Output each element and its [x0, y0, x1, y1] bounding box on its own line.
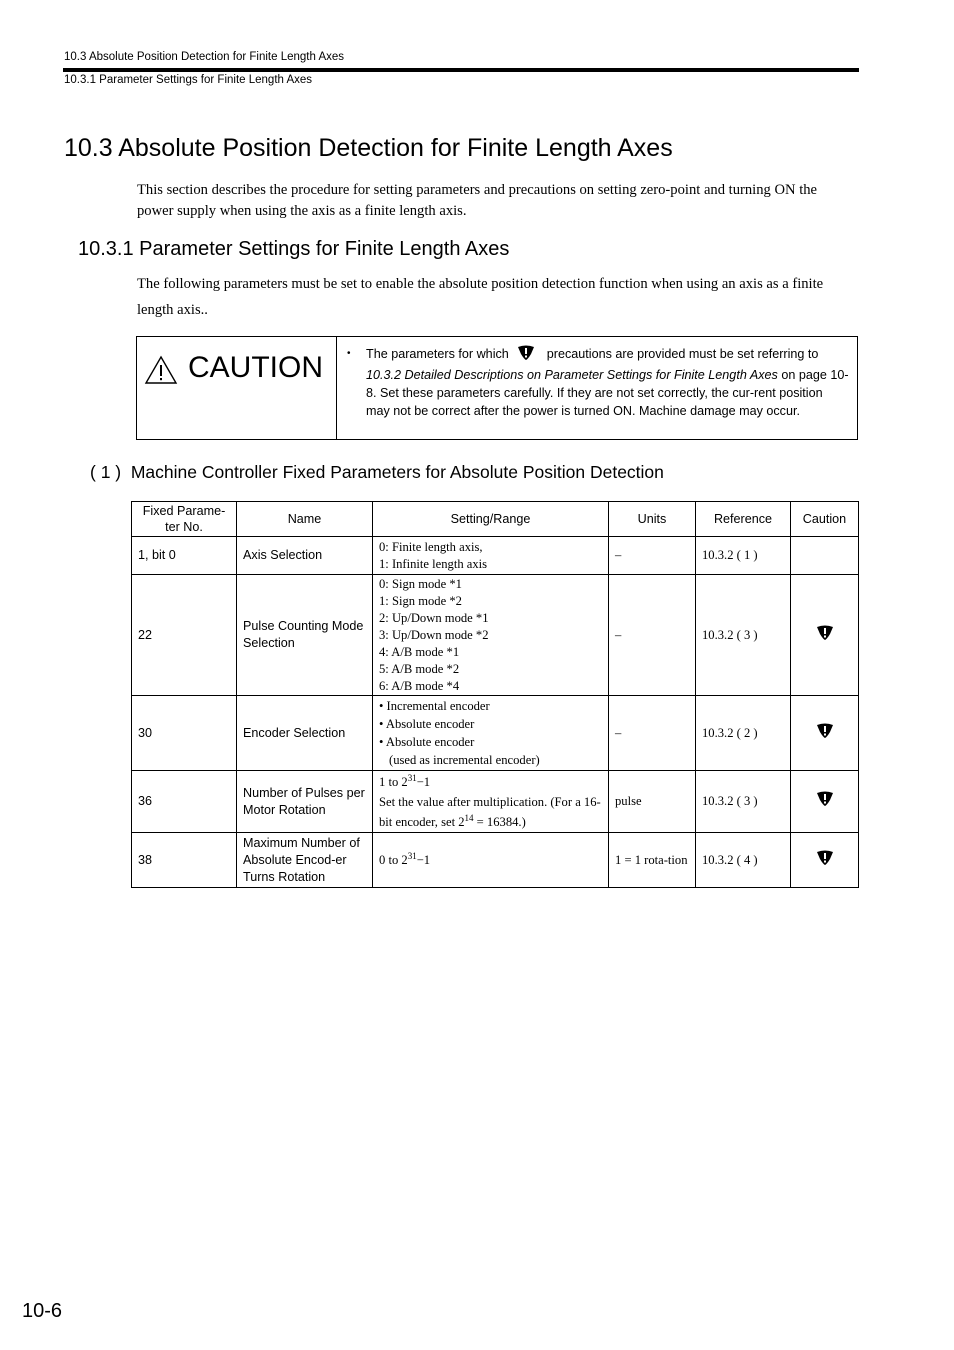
caution-box [136, 336, 858, 440]
setting-exponent: 31 [407, 772, 417, 783]
setting-line: (used as incremental encoder) [389, 753, 540, 767]
setting-text: Set the value after multiplication. (For a 16-bit encoder, set 2 [379, 794, 601, 829]
cell-name: Number of Pulses per Motor Rotation [237, 771, 373, 833]
subheading-number: ( 1 ) [90, 462, 122, 482]
col-header-no: Fixed Parame-ter No. [132, 502, 237, 537]
cell-units: – [609, 575, 696, 696]
running-header-section: 10.3 Absolute Position Detection for Finite Length Axes [64, 51, 345, 63]
caution-text-before-icon: The parameters for which [366, 347, 509, 361]
setting-line [379, 772, 602, 792]
col-header-caution: Caution [791, 502, 859, 537]
section-intro: This section describes the procedure for setting parameters and precautions on setting zero-point and turning ON the power supply when using the axis as a finite length axis. [137, 182, 818, 219]
setting-line: 1: Infinite length axis [379, 556, 488, 571]
cell-no: 30 [132, 696, 237, 771]
setting-exponent: 31 [407, 850, 417, 861]
setting-line: 0: Sign mode *1 [379, 576, 462, 591]
cell-caution [791, 537, 859, 575]
setting-line: • Absolute encoder [379, 717, 475, 731]
subheading-title: Machine Controller Fixed Parameters for Absolute Position Detection [130, 462, 664, 482]
page-number: 10-6 [22, 1300, 63, 1322]
cell-caution [791, 696, 859, 771]
caution-shield-icon [517, 345, 535, 366]
header-rule [63, 68, 859, 72]
cell-reference: 10.3.2 ( 3 ) [696, 771, 791, 833]
cell-caution [791, 771, 859, 833]
setting-line: • Absolute encoder [379, 735, 475, 749]
cell-name: Pulse Counting Mode Selection [237, 575, 373, 696]
table-row [132, 833, 859, 888]
caution-text-after-icon: precautions are provided must be set referring to [546, 347, 819, 361]
setting-line: 2: Up/Down mode *1 [379, 610, 489, 625]
subsection-intro: The following parameters must be set to enable the absolute position detection function when using an axis as a finite length axis.. [137, 276, 824, 318]
setting-line: 5: A/B mode *2 [379, 661, 460, 676]
caution-bullet: • [347, 348, 351, 359]
cell-setting [373, 537, 609, 575]
subheading [90, 462, 664, 483]
setting-line: 6: A/B mode *4 [379, 678, 460, 693]
caution-shield-icon [816, 791, 834, 807]
cell-caution [791, 833, 859, 888]
cell-name: Maximum Number of Absolute Encod-er Turns Rotation [237, 833, 373, 888]
cell-setting [373, 833, 609, 888]
caution-text-rest: on page 10-8. Set these parameters carefully. If they are not set correctly, the cur-rent position may not be correct after the power is turned ON. Machine damage may occur. [366, 368, 849, 418]
caution-shield-icon [816, 723, 834, 739]
section-title: 10.3 Absolute Position Detection for Finite Length Axes [64, 134, 673, 162]
caution-shield-icon [816, 625, 834, 641]
cell-no: 38 [132, 833, 237, 888]
cell-no: 1, bit 0 [132, 537, 237, 575]
setting-line: 0: Finite length axis, [379, 539, 483, 554]
table-row [132, 537, 859, 575]
col-header-units: Units [609, 502, 696, 537]
caution-word: CAUTION [188, 351, 323, 384]
setting-text: 0 to 2 [379, 852, 408, 867]
cell-units: pulse [609, 771, 696, 833]
setting-line: 1: Sign mode *2 [379, 593, 462, 608]
cell-units: 1 = 1 rota-tion [609, 833, 696, 888]
table-row [132, 575, 859, 696]
setting-text: −1 [416, 852, 431, 867]
warning-triangle-icon [144, 355, 178, 385]
table-header-row [132, 502, 859, 537]
running-header-subsection: 10.3.1 Parameter Settings for Finite Length Axes [64, 74, 313, 86]
table-row [132, 771, 859, 833]
cell-reference: 10.3.2 ( 4 ) [696, 833, 791, 888]
table-row [132, 696, 859, 771]
cell-no: 36 [132, 771, 237, 833]
cell-units: – [609, 537, 696, 575]
setting-text: 1 to 2 [379, 774, 408, 789]
col-header-setting: Setting/Range [373, 502, 609, 537]
cell-reference: 10.3.2 ( 1 ) [696, 537, 791, 575]
cell-setting [373, 771, 609, 833]
setting-text: −1 [416, 774, 431, 789]
setting-exponent: 14 [464, 812, 474, 823]
cell-reference: 10.3.2 ( 2 ) [696, 696, 791, 771]
col-header-reference: Reference [696, 502, 791, 537]
caution-label-panel [137, 337, 337, 439]
cell-units: – [609, 696, 696, 771]
cell-name: Encoder Selection [237, 696, 373, 771]
caution-reference-link: 10.3.2 Detailed Descriptions on Parameter Settings for Finite Length Axes [366, 368, 778, 382]
setting-text: = 16384.) [473, 814, 526, 829]
cell-reference: 10.3.2 ( 3 ) [696, 575, 791, 696]
col-header-name: Name [237, 502, 373, 537]
setting-line: 4: A/B mode *1 [379, 644, 460, 659]
cell-setting [373, 575, 609, 696]
subsection-title: 10.3.1 Parameter Settings for Finite Length Axes [78, 238, 510, 260]
cell-caution [791, 575, 859, 696]
setting-line [379, 792, 602, 832]
cell-setting [373, 696, 609, 771]
fixed-parameter-table [131, 501, 859, 888]
cell-no: 22 [132, 575, 237, 696]
cell-name: Axis Selection [237, 537, 373, 575]
setting-line: 3: Up/Down mode *2 [379, 627, 489, 642]
setting-line: • Incremental encoder [379, 699, 490, 713]
caution-message [349, 345, 849, 420]
caution-shield-icon [816, 850, 834, 866]
